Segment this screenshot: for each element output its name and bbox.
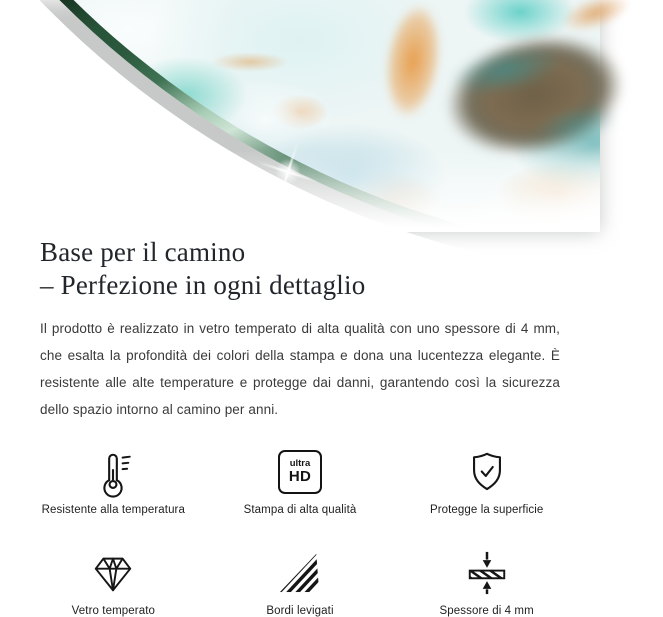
feature-label: Vetro temperato — [72, 605, 155, 617]
feature-item-thickness — [393, 549, 580, 617]
feature-label: Bordi levigati — [266, 605, 333, 617]
title-line-2: – Perfezione in ogni dettaglio — [40, 269, 560, 302]
thickness-icon — [464, 549, 510, 597]
diamond-icon — [90, 549, 136, 597]
page-title — [40, 236, 560, 302]
features-grid — [20, 448, 580, 617]
product-photo — [0, 0, 600, 232]
thermometer-icon — [90, 448, 136, 496]
photo-fade-overlay — [0, 0, 600, 232]
ultra-hd-icon-text-top: ultra — [290, 459, 311, 469]
title-line-1: Base per il camino — [40, 236, 560, 269]
polished-edges-icon — [277, 549, 323, 597]
feature-label: Resistente alla temperatura — [42, 504, 185, 516]
feature-item-polished-edges — [207, 549, 394, 617]
feature-item-temperature — [20, 448, 207, 516]
ultra-hd-icon-text-bottom: HD — [289, 469, 311, 485]
feature-item-protection — [393, 448, 580, 516]
product-description: Il prodotto è realizzato in vetro temperato di alta qualità con uno spessore di 4 mm, che esalta la profondità dei colori della stampa e dona una lucentezza elegante. È resistente alle alte temperature e protegge dai danni, garantendo così la sicurezza dello spazio intorno al camino per anni. — [40, 315, 560, 423]
feature-item-print-quality — [207, 448, 394, 516]
feature-label: Protegge la superficie — [430, 504, 543, 516]
content-section — [0, 236, 600, 617]
feature-label: Stampa di alta qualità — [244, 504, 357, 516]
feature-item-tempered-glass — [20, 549, 207, 617]
shield-check-icon — [464, 448, 510, 496]
feature-label: Spessore di 4 mm — [440, 605, 534, 617]
ultra-hd-icon — [278, 448, 322, 496]
